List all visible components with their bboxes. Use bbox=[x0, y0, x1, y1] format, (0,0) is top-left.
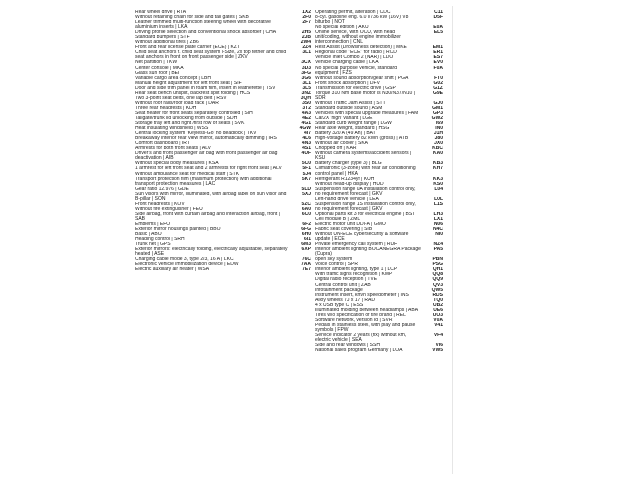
equipment-row bbox=[135, 50, 311, 60]
equipment-code: 6F2 bbox=[302, 221, 311, 227]
equipment-description: Standard outside sound | ASM bbox=[315, 105, 383, 111]
equipment-code: I69 bbox=[436, 121, 443, 127]
equipment-code: KBC bbox=[432, 146, 443, 152]
equipment-code-sheet bbox=[133, 10, 443, 474]
equipment-description: Electronic vehicle immobilization device | EDW bbox=[135, 262, 239, 268]
equipment-code: JX0 bbox=[434, 141, 443, 147]
equipment-code: 4G1 bbox=[301, 121, 311, 127]
equipment-description: Heading control | SRH bbox=[135, 237, 185, 243]
equipment-code: 76C bbox=[301, 257, 311, 263]
equipment-description: Door and side trim panel in foam film, insert in leatherette | TSV bbox=[135, 85, 276, 91]
equipment-description: Left-hand drive vehicle | LEA bbox=[315, 196, 379, 202]
equipment-description: Charging cable mode 3, type 2/3, 16 A | LKC bbox=[135, 257, 234, 263]
equipment-code: L04 bbox=[434, 186, 443, 192]
equipment-code: 2F0 bbox=[302, 15, 311, 21]
equipment-code: ES7 bbox=[433, 55, 443, 61]
equipment-description: Instrument insert, km/h speedometer | INS bbox=[315, 292, 409, 298]
equipment-code: 6C0 bbox=[301, 211, 311, 217]
equipment-description: Without additional tires | ZB6 bbox=[135, 40, 199, 46]
equipment-description: open sky system bbox=[315, 257, 353, 263]
equipment-code: 4A3 bbox=[301, 110, 311, 116]
equipment-code: V0A bbox=[433, 317, 443, 323]
equipment-code: G1Z bbox=[433, 85, 443, 91]
left-equipment-column bbox=[135, 10, 311, 272]
equipment-description: Front headrests | KOV bbox=[135, 201, 185, 207]
equipment-code: QW5 bbox=[431, 287, 443, 293]
equipment-code: TQ0 bbox=[433, 297, 443, 303]
equipment-code: L0L bbox=[434, 196, 443, 202]
equipment-row bbox=[315, 187, 443, 197]
equipment-description: No special edition | AKU bbox=[315, 25, 369, 31]
equipment-description: High-voltage battery 82 kWh (gross) | ATB bbox=[315, 136, 409, 142]
equipment-description: Without UN-ECE cybersecurity & software update | ECE bbox=[315, 232, 409, 243]
equipment-description: Central locking system 'Keyless-Go' no deadlock | TKV bbox=[135, 131, 257, 137]
equipment-description: Pedals in stainless steel, with play and pause symbols | FPW bbox=[315, 322, 416, 333]
equipment-description: Interior ambient lighting BOCANEGRA Package (Cupra) bbox=[315, 247, 421, 258]
equipment-description: Tailgate/trunk lid unlocking from outside | SDH bbox=[135, 115, 238, 121]
equipment-description: Fabric seat covering | SIB bbox=[315, 227, 373, 233]
equipment-code: 3QH bbox=[300, 95, 311, 101]
equipment-description: Transmission for electric drive | GSP bbox=[315, 85, 396, 91]
equipment-description: Cell module B | ZML bbox=[315, 216, 361, 222]
equipment-code: 3T2 bbox=[302, 105, 311, 111]
equipment-code: 2Z4 bbox=[302, 45, 311, 51]
equipment-code: 6FG bbox=[301, 227, 311, 233]
equipment-description: 8-cyl. gasoline eng. 6.0 l/736 kW (16V) V8 biturbo | NOT bbox=[315, 15, 409, 26]
equipment-code: QV3 bbox=[432, 282, 443, 288]
equipment-description: Battery 320 A (49 Ah) | BAT bbox=[315, 131, 376, 137]
equipment-description: Operating permit, alteration | CDC bbox=[315, 10, 391, 15]
equipment-description: Suspension range 0A installation control only, no requirement forecast | GKV bbox=[315, 186, 416, 197]
equipment-code: 3L5 bbox=[302, 85, 311, 91]
equipment-description: Software network, version Id | SVR bbox=[315, 317, 393, 323]
equipment-description: No special purpose vehicle, standard equipment | FZS bbox=[315, 65, 397, 76]
equipment-description: Alloy wheels 7J x 17 | RAD bbox=[315, 297, 375, 303]
equipment-code: 4UF bbox=[301, 151, 311, 157]
equipment-code: C11 bbox=[434, 10, 443, 15]
equipment-row bbox=[135, 212, 311, 222]
equipment-code: 7AA bbox=[300, 262, 311, 268]
equipment-code: 3G6 bbox=[301, 75, 311, 81]
equipment-description: Comfort dashboard | IRT bbox=[135, 141, 190, 147]
equipment-code: 2JB bbox=[301, 35, 311, 41]
equipment-code: 3S0 bbox=[302, 100, 311, 106]
equipment-description: Storage tray left and right /first row of seats | SVK bbox=[135, 121, 245, 127]
equipment-description: Side and rear windows | SSH bbox=[315, 343, 380, 349]
equipment-description: Standard curb weight range | LGW bbox=[315, 121, 392, 127]
equipment-description: Illuminated molding between headlamps | ABA bbox=[315, 307, 419, 313]
equipment-description: Armrests for both front seats | ALV bbox=[135, 146, 211, 152]
equipment-code: 2H5 bbox=[301, 30, 311, 36]
equipment-row bbox=[135, 20, 311, 30]
equipment-code: VI6 bbox=[435, 343, 443, 349]
equipment-description: Sun visors with mirror, illuminated, with airbag label on sun visor and B-pillar | SON bbox=[135, 191, 287, 202]
equipment-row bbox=[315, 30, 443, 45]
equipment-description: Rear axle weight, standard | HSG bbox=[315, 126, 390, 132]
equipment-code: D5F bbox=[433, 15, 443, 21]
equipment-row bbox=[315, 151, 443, 161]
equipment-code: KB3 bbox=[432, 161, 443, 167]
equipment-description: Vehicles with special upgrade measures | FAM bbox=[315, 110, 419, 116]
equipment-code: 4GW bbox=[299, 126, 311, 132]
equipment-description: Glass sun roof | BEI bbox=[135, 70, 180, 76]
equipment-description: Front and rear license plate carrier (ECE) | KZT bbox=[135, 45, 240, 51]
equipment-row bbox=[315, 15, 443, 25]
equipment-description: Rear wheel drive | RTA bbox=[135, 10, 187, 15]
equipment-code: 3D3 bbox=[301, 65, 311, 71]
equipment-code: GW2 bbox=[431, 115, 443, 121]
equipment-code: 5LD bbox=[301, 186, 311, 192]
equipment-description: Rear seat bench unsplit, backrest split folding | HCS bbox=[135, 90, 251, 96]
equipment-code: 5J4 bbox=[302, 171, 311, 177]
equipment-code: 5K7 bbox=[301, 176, 311, 182]
equipment-description: Torque 310 Nm base motor is N30/N37/N10 | SDR bbox=[315, 90, 415, 101]
equipment-row bbox=[135, 247, 311, 257]
equipment-description: Digital radio reception | TVE bbox=[315, 277, 378, 283]
equipment-description: Two 3-point seat belts, one lap belt | RSV bbox=[135, 95, 227, 101]
equipment-description: Without special body measures | KSA bbox=[135, 161, 219, 167]
equipment-description: Three rear headrests | KDH bbox=[135, 105, 197, 111]
equipment-description: Vehicle charging cable | LKA bbox=[315, 60, 379, 66]
equipment-description: Variable cargo area concept | LBH bbox=[135, 75, 211, 81]
equipment-code: N4C bbox=[432, 227, 443, 233]
equipment-description: Online service, with OCU, with head unit/coding, without engine immobilizer interconnection | CNL bbox=[315, 30, 401, 46]
equipment-code: 2W4 bbox=[300, 40, 311, 46]
equipment-row bbox=[315, 202, 443, 212]
equipment-code: QH1 bbox=[432, 267, 443, 273]
equipment-code: 7E7 bbox=[302, 267, 311, 273]
equipment-code: N06 bbox=[433, 221, 443, 227]
equipment-description: Without camera systems/accident sensors | KSU bbox=[315, 151, 412, 162]
equipment-description: Transport protection film (maximum protection) with additional transport protection measures | LAC bbox=[135, 176, 272, 187]
equipment-code: 5C0 bbox=[301, 161, 311, 167]
equipment-row bbox=[315, 323, 443, 333]
equipment-description: Without retaining chain for side and tail gates | SKB bbox=[135, 15, 249, 21]
equipment-code: 6H0 bbox=[301, 232, 311, 238]
equipment-code: PSG bbox=[432, 262, 443, 268]
equipment-code: FT0 bbox=[434, 75, 443, 81]
equipment-description: Side airbag, front with curtain airbag and interaction airbag, front | SAB bbox=[135, 211, 280, 222]
equipment-code: 4I7 bbox=[304, 131, 311, 137]
equipment-code: 2F7 bbox=[302, 20, 311, 26]
equipment-description: Breakaway interior rear view mirror, automatically dimming | IRS bbox=[135, 136, 277, 142]
equipment-description: Basic | ABO bbox=[135, 232, 162, 238]
equipment-code: KS0 bbox=[433, 181, 443, 187]
equipment-code: 5XJ bbox=[302, 191, 311, 197]
equipment-row bbox=[315, 166, 443, 176]
equipment-code: J1H bbox=[433, 131, 443, 137]
equipment-description: Without Traffic Jam Assist | STT bbox=[315, 100, 386, 106]
equipment-row bbox=[135, 177, 311, 187]
equipment-code: NZ4 bbox=[433, 242, 443, 248]
equipment-description: Car2X 'high' variant | LGE bbox=[315, 115, 373, 121]
equipment-code: 3FG bbox=[301, 70, 311, 76]
equipment-row bbox=[135, 151, 311, 161]
equipment-code: L1S bbox=[433, 201, 443, 207]
equipment-code: 3NZ bbox=[301, 90, 311, 96]
equipment-code: LH3 bbox=[433, 211, 443, 217]
equipment-description: Emblems | EFO bbox=[135, 221, 171, 227]
equipment-code: PA5 bbox=[433, 247, 443, 253]
equipment-code: GP3 bbox=[432, 110, 443, 116]
equipment-description: Suspension range 1S installation control only, no requirement forecast | GKV bbox=[315, 201, 416, 212]
equipment-description: Manual height adjustment for left front seat | SIF bbox=[135, 80, 242, 86]
equipment-code: UE6 bbox=[433, 307, 443, 313]
equipment-row bbox=[315, 247, 443, 257]
equipment-description: National sales program Germany | LOA bbox=[315, 348, 403, 354]
equipment-description: Seat heater for front seats separately controlled | SIH bbox=[135, 110, 253, 116]
equipment-description: Heat insulating windshield | WSS bbox=[135, 126, 209, 132]
equipment-code: EL5 bbox=[433, 30, 443, 36]
equipment-description: Tires w/o specification of tire brand | REL bbox=[315, 312, 406, 318]
equipment-description: Private emergency call system | RUF bbox=[315, 242, 398, 248]
equipment-code: E0A bbox=[433, 25, 443, 31]
equipment-row bbox=[315, 91, 443, 101]
equipment-code: IN0 bbox=[435, 126, 443, 132]
equipment-code: 4E2 bbox=[302, 115, 311, 121]
equipment-description: Central control unit | ZAB bbox=[315, 282, 371, 288]
equipment-description: Exterior mirrors: electrically folding, electrically adjustable, separately heated | ASE bbox=[135, 247, 288, 258]
equipment-code: RDS bbox=[432, 292, 443, 298]
equipment-description: Service indicator 2 years (fix) without km, electric vehicle | SEA bbox=[315, 333, 407, 344]
equipment-code: KK3 bbox=[432, 176, 443, 182]
equipment-code: 3L1 bbox=[302, 50, 311, 56]
equipment-description: Electric motor unit DDI-A | GMO bbox=[315, 221, 386, 227]
equipment-code: EM1 bbox=[432, 45, 443, 51]
equipment-description: Leather trimmed multi-function steering wheel with decorative aluminium inserts | LKA bbox=[135, 20, 271, 31]
equipment-row bbox=[315, 66, 443, 76]
equipment-code: V41 bbox=[434, 322, 443, 328]
equipment-code: VW5 bbox=[432, 348, 443, 354]
equipment-code: LX1 bbox=[433, 216, 443, 222]
equipment-description: Without head-up display | HUD bbox=[315, 181, 384, 187]
equipment-code: UO3 bbox=[432, 312, 443, 318]
equipment-description: Refrigerant R1234yf | KUH bbox=[315, 176, 375, 182]
equipment-code: ER1 bbox=[433, 50, 443, 56]
equipment-code: KA0 bbox=[432, 151, 443, 157]
equipment-code: GM1 bbox=[432, 105, 443, 111]
equipment-description: Standard bumpers | STF bbox=[135, 35, 190, 41]
equipment-row bbox=[135, 267, 311, 272]
equipment-code: PBN bbox=[432, 257, 443, 263]
right-equipment-column bbox=[315, 10, 443, 353]
equipment-row bbox=[315, 348, 443, 353]
equipment-description: Chopped off | KAR bbox=[315, 146, 357, 152]
equipment-code: 6A0 bbox=[301, 206, 311, 212]
equipment-code: 4N3 bbox=[301, 141, 311, 147]
equipment-code: KH7 bbox=[432, 166, 443, 172]
equipment-row bbox=[135, 192, 311, 202]
equipment-code: QQ9 bbox=[432, 277, 443, 283]
page-edge-line bbox=[452, 6, 453, 474]
equipment-code: 6I1 bbox=[304, 237, 311, 243]
equipment-description: 1 armrest for left front seat and 2 armrests for right front seat | ALV bbox=[135, 166, 282, 172]
equipment-description: Driving profile selection and conventional shock absorber | CHA bbox=[135, 30, 277, 36]
equipment-description: Without sound absorption/gear shift | PGA bbox=[315, 75, 409, 81]
equipment-code: 1X2 bbox=[302, 10, 311, 15]
equipment-description: Electric auxiliary air heater | WSA bbox=[135, 267, 210, 273]
equipment-code: 4L6 bbox=[302, 136, 311, 142]
equipment-description: Climatronic (3-zone) with rear air conditioning control panel | HKA bbox=[315, 166, 416, 177]
equipment-description: Voice control | SPR bbox=[315, 262, 358, 268]
equipment-code: VF4 bbox=[433, 333, 443, 338]
equipment-code: 6XP bbox=[301, 247, 311, 253]
equipment-description: 4 x USB type C | ESS bbox=[315, 302, 364, 308]
equipment-description: Without ambulance seat for medical staff | STK bbox=[135, 171, 240, 177]
equipment-description: Regional code "ECE" for radio | RCD bbox=[315, 50, 397, 56]
equipment-code: EV0 bbox=[433, 60, 443, 66]
equipment-code: G9E bbox=[432, 90, 443, 96]
equipment-code: 4S1 bbox=[302, 146, 311, 152]
equipment-code: NI0 bbox=[435, 232, 443, 238]
equipment-code: J80 bbox=[434, 136, 443, 142]
equipment-description: Vehicle Inlet Combo 2 (NAR) | LDO bbox=[315, 55, 394, 61]
equipment-description: Center console | MKA bbox=[135, 65, 184, 71]
equipment-code: 5F1 bbox=[302, 166, 311, 172]
equipment-row bbox=[315, 333, 443, 343]
equipment-description: Without fire extinguisher | FEU bbox=[135, 206, 203, 212]
equipment-description: Battery charger (type 3) | BLG bbox=[315, 161, 382, 167]
equipment-description: Without roof rails/roof load rack | DAR bbox=[135, 100, 219, 106]
equipment-code: QQ8 bbox=[432, 272, 443, 278]
equipment-code: GJ0 bbox=[433, 100, 443, 106]
equipment-description: Infotainment package bbox=[315, 287, 363, 293]
equipment-code: F0A bbox=[433, 65, 443, 71]
equipment-code: 3CX bbox=[301, 60, 311, 66]
equipment-description: With traffic signs recognition | KMP bbox=[315, 272, 393, 278]
equipment-code: G02 bbox=[433, 80, 443, 86]
equipment-description: Interior ambient lighting, type 1 | LCP bbox=[315, 267, 398, 273]
equipment-description: Optional parts kit 3 for electrical engine | BST bbox=[315, 211, 416, 217]
equipment-description: Exterior mirror housings painted | BBO bbox=[135, 227, 221, 233]
equipment-code: UB2 bbox=[432, 302, 443, 308]
equipment-code: 6M3 bbox=[301, 242, 311, 248]
equipment-row bbox=[315, 232, 443, 242]
equipment-description: Rest Assist (Drowsiness detection) | MKE bbox=[315, 45, 407, 51]
equipment-description: Without air cooler | SKA bbox=[315, 141, 368, 147]
equipment-description: Gear ratio 12.976 | GDE bbox=[135, 186, 189, 192]
equipment-description: Trunk net | GPS bbox=[135, 242, 171, 248]
equipment-description: Net partition | TKW bbox=[135, 60, 178, 66]
equipment-description: Child seat anchors f. child seat system i-Size, 2x top tether and child seat anchors in front on front passenger side | ZKV bbox=[135, 50, 287, 61]
equipment-code: 3L1 bbox=[302, 80, 311, 86]
equipment-code: 5ZC bbox=[301, 201, 311, 207]
equipment-description: Front shock absorption | DFV bbox=[315, 80, 380, 86]
equipment-description: Driver's and front passenger air bag with front passenger air bag deactivation | AIB bbox=[135, 151, 278, 162]
